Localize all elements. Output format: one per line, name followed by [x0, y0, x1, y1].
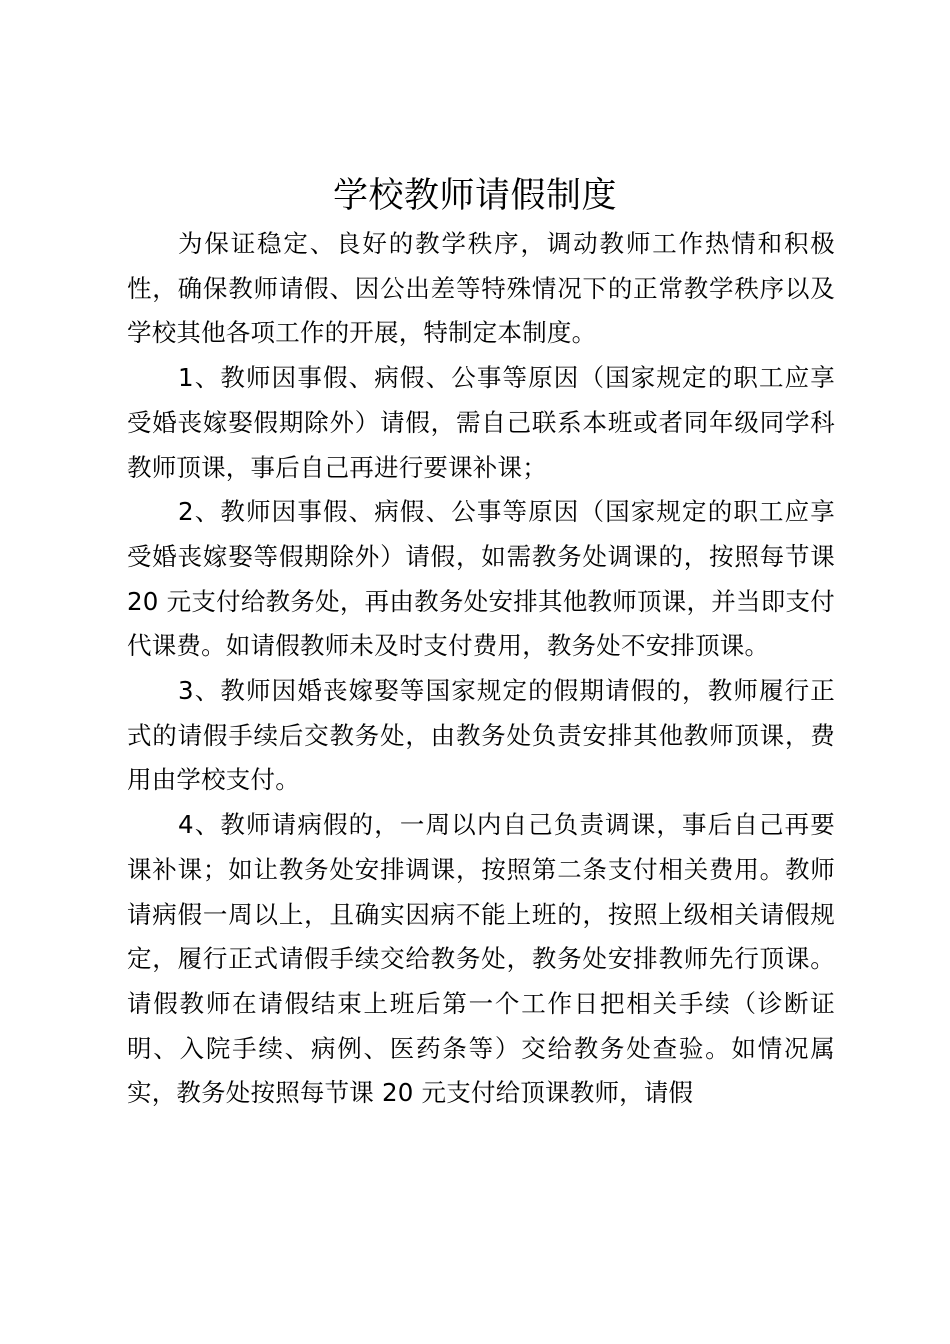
document-title: 学校教师请假制度: [332, 176, 617, 216]
rule-2-paragraph: 2、教师因事假、病假、公事等原因（国家规定的职工应享受婚丧嫁娶等假期除外）请假，如需教务处调课的，按照每节课 20 元支付给教务处，再由教务处安排其他教师顶课，并当即支付代课费。如请假教师未及时支付费用，教务处不安排顶课。: [127, 497, 835, 661]
intro-paragraph: 为保证稳定、良好的教学秩序，调动教师工作热情和积极性，确保教师请假、因公出差等特殊情况下的正常教学秩序以及学校其他各项工作的开展，特制定本制度。: [127, 229, 835, 348]
rule-4-paragraph: 4、教师请病假的，一周以内自己负责调课，事后自己再要课补课；如让教务处安排调课，按照第二条支付相关费用。教师请病假一周以上，且确实因病不能上班的，按照上级相关请假规定，履行正式请假手续交给教务处，教务处安排教师先行顶课。请假教师在请假结束上班后第一个工作日把相关手续（诊断证明、入院手续、病例、医药条等）交给教务处查验。如情况属实，教务处按照每节课 20 元支付给顶课教师，请假: [127, 810, 835, 1108]
document-body: [127, 222, 835, 1116]
rule-1-paragraph: 1、教师因事假、病假、公事等原因（国家规定的职工应享受婚丧嫁娶假期除外）请假，需自己联系本班或者同年级同学科教师顶课，事后自己再进行要课补课；: [127, 363, 835, 482]
rule-3-paragraph: 3、教师因婚丧嫁娶等国家规定的假期请假的，教师履行正式的请假手续后交教务处，由教务处负责安排其他教师顶课，费用由学校支付。: [127, 676, 835, 795]
